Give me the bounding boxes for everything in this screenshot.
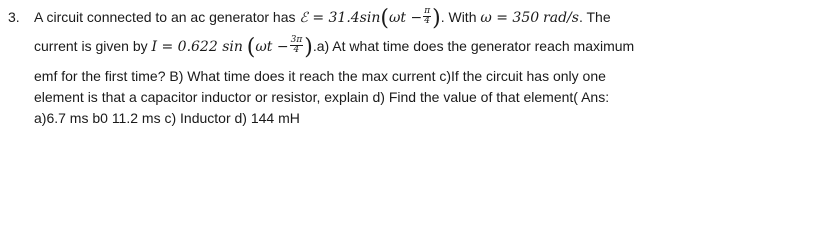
- emf-expression: ℰ = 31.4sin: [299, 10, 381, 26]
- line1-prefix: A circuit connected to an ac generator has: [34, 9, 300, 25]
- problem-line-5: a)6.7 ms b0 11.2 ms c) Inductor d) 144 mH: [34, 110, 300, 126]
- omega-unit: rad/s: [543, 10, 579, 26]
- fraction-numerator: 3π: [290, 34, 303, 45]
- close-paren: ): [432, 6, 441, 31]
- problem-line-4: element is that a capacitor inductor or resistor, explain d) Find the value of that element( Ans:: [34, 89, 610, 105]
- open-paren: (: [380, 6, 389, 31]
- phase-fraction: [423, 7, 431, 26]
- problem-number: 3.: [8, 9, 20, 25]
- omega-t: ωt −: [388, 10, 423, 26]
- current-expression: I = 0.622 sin: [151, 39, 243, 55]
- omega-equation: ω = 350: [480, 10, 540, 26]
- fraction-denominator: 4: [293, 44, 300, 55]
- problem-line-3: emf for the first time? B) What time does it reach the max current c)If the circuit has only one: [34, 68, 606, 84]
- line2-prefix: current is given by: [34, 38, 152, 54]
- phase-fraction: [290, 36, 304, 55]
- fraction-numerator: π: [424, 5, 431, 16]
- problem-line-1: [34, 7, 611, 29]
- close-paren: ): [304, 35, 313, 60]
- omega-t: ωt −: [255, 39, 289, 55]
- open-paren: (: [246, 35, 256, 60]
- line2-suffix: .a) At what time does the generator reach maximum: [312, 38, 635, 54]
- fraction-denominator: 4: [424, 15, 431, 26]
- line1-suffix-a: . With: [440, 9, 481, 25]
- line1-suffix-b: . The: [578, 9, 611, 25]
- problem-line-2: [34, 36, 634, 58]
